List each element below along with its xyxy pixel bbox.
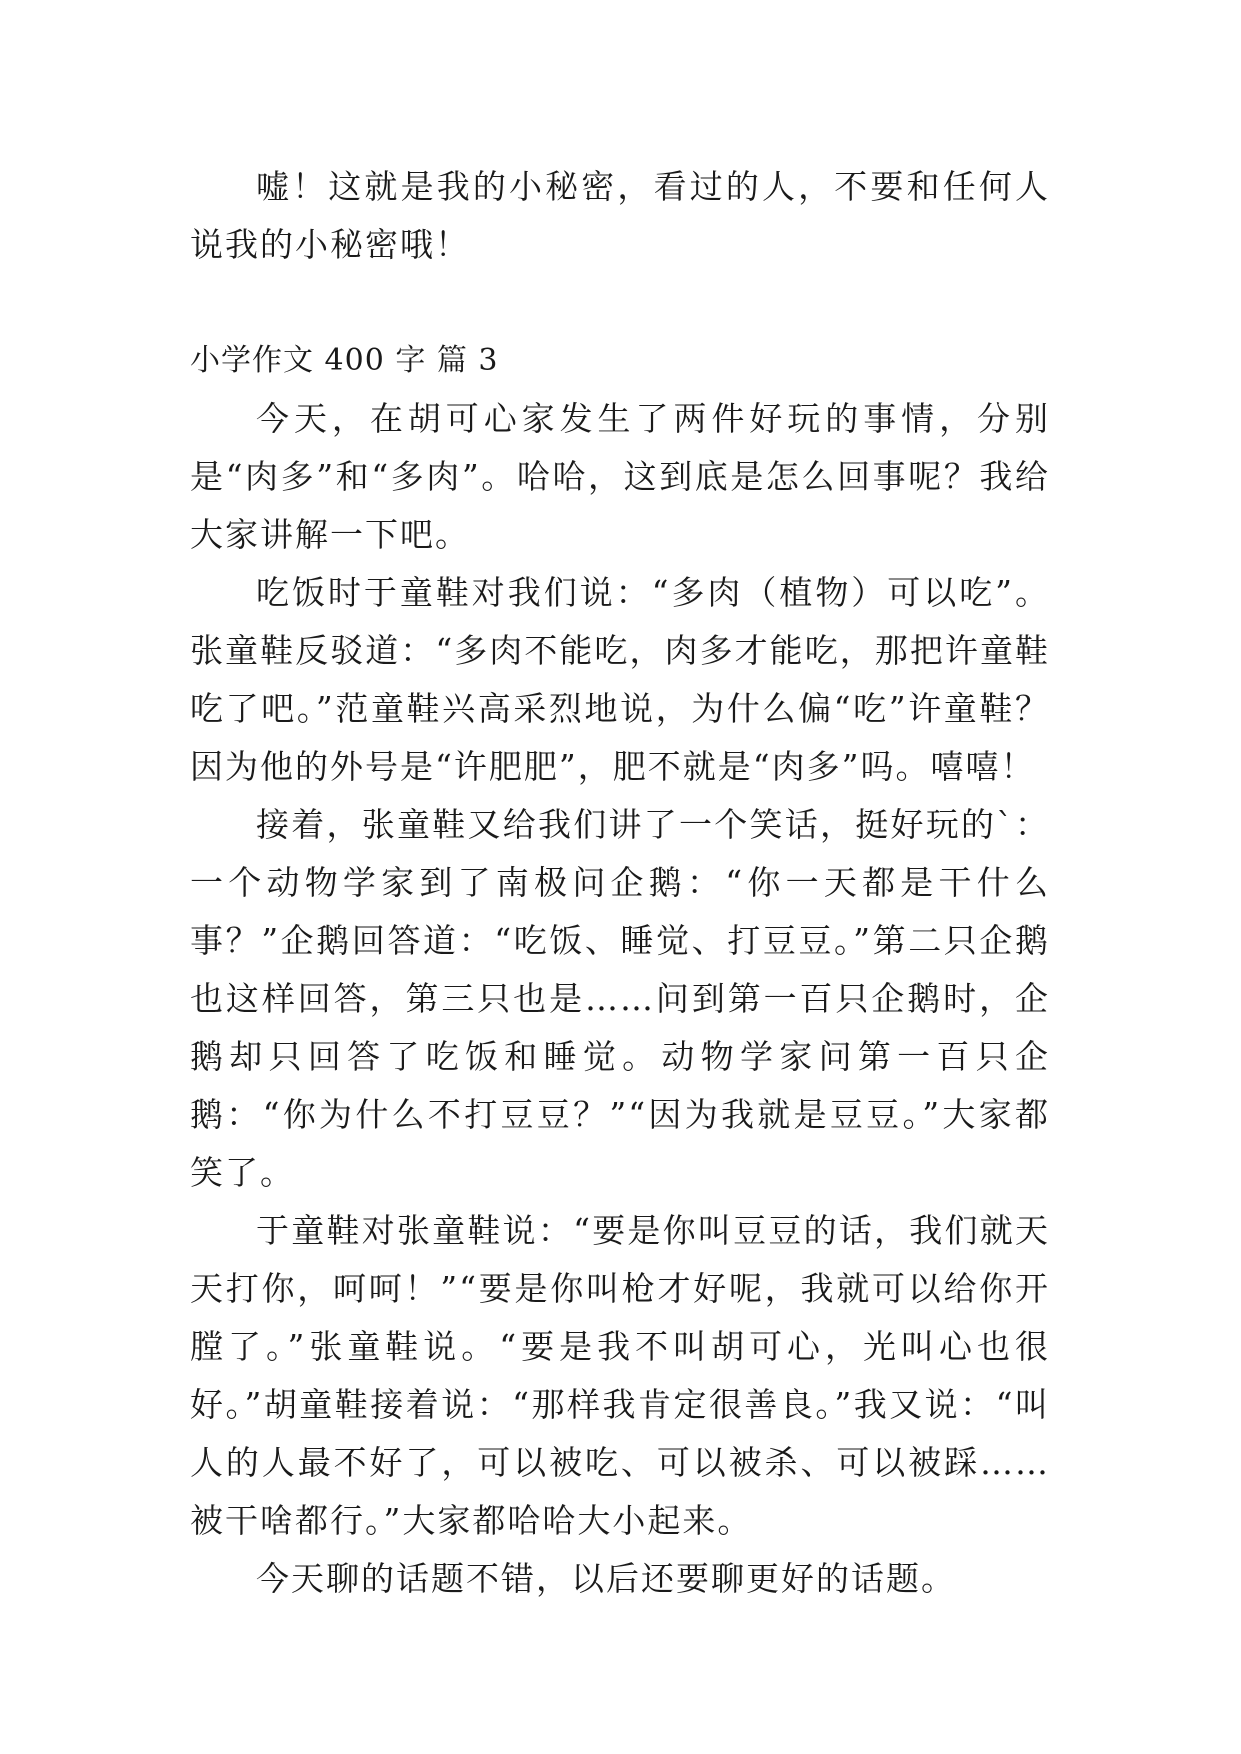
document-body — [190, 158, 1050, 1608]
body-paragraph-4: 于童鞋对张童鞋说：“要是你叫豆豆的话，我们就天天打你，呵呵！”“要是你叫枪才好呢，我就可以给你开膛了。”张童鞋说。“要是我不叫胡可心，光叫心也很好。”胡童鞋接着说：“那样我肯定很善良。”我又说：“叫人的人最不好了，可以被吃、可以被杀、可以被踩……被干啥都行。”大家都哈哈大小起来。 — [190, 1211, 1050, 1540]
body-paragraph-5: 今天聊的话题不错，以后还要聊更好的话题。 — [256, 1559, 956, 1598]
body-paragraph-1: 今天，在胡可心家发生了两件好玩的事情，分别是“肉多”和“多肉”。哈哈，这到底是怎么回事呢？我给大家讲解一下吧。 — [190, 399, 1050, 554]
body-paragraph-2: 吃饭时于童鞋对我们说：“多肉（植物）可以吃”。张童鞋反驳道：“多肉不能吃，肉多才能吃，那把许童鞋吃了吧。”范童鞋兴高采烈地说，为什么偏“吃”许童鞋？因为他的外号是“许肥肥”，肥不就是“肉多”吗。嘻嘻！ — [190, 573, 1050, 786]
body-paragraph-3: 接着，张童鞋又给我们讲了一个笑话，挺好玩的`：一个动物学家到了南极问企鹅：“你一天都是干什么事？”企鹅回答道：“吃饭、睡觉、打豆豆。”第二只企鹅也这样回答，第三只也是……问到第一百只企鹅时，企鹅却只回答了吃饭和睡觉。动物学家问第一百只企鹅：“你为什么不打豆豆？”“因为我就是豆豆。”大家都笑了。 — [190, 805, 1050, 1192]
section-title: 小学作文 400 字 篇 3 — [190, 343, 499, 378]
intro-paragraph: 嘘！这就是我的小秘密，看过的人，不要和任何人说我的小秘密哦！ — [190, 167, 1050, 264]
paragraph-spacer — [190, 274, 1050, 332]
